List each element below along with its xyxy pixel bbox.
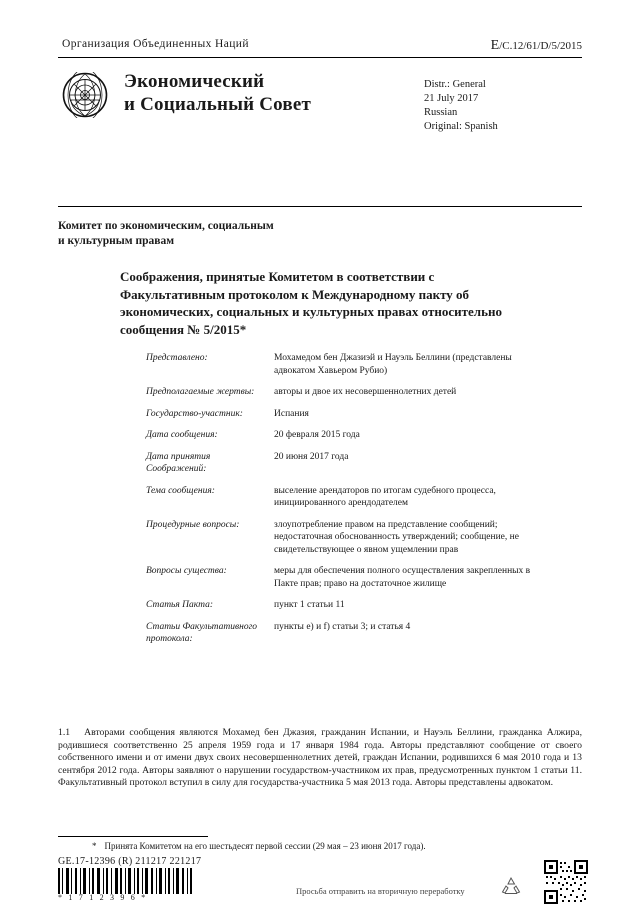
paragraph-text: Авторами сообщения являются Мохамед бен Джазия, гражданин Испании, и Науэль Беллини, гражданка Алжира, родившиеся соответственно 25 апреля 1959 года и 17 января 1984 года. Авторы представляют сообщение от своего собственного имени и от имени двух своих несовершеннолетних детей, граждан Испании, родившихся 6 мая 2010 года и 13 сентября 2012 года. Авторы заявляют о нарушении государством-участником их прав, предусмотренных пунктом 1 статьи 11. Факультативный протокол вступил в силу для государства-участника 5 мая 2013 года. Авторы представлены адвокатом. xyxy=(58,727,582,789)
document-title-text: Соображения, принятые Комитетом в соответствии с Факультативным протоколом к Международному пакту об экономических, социальных и культурных правах относительно сообщения № 5/2015 xyxy=(120,269,502,337)
meta-label: Процедурные вопросы: xyxy=(146,519,240,530)
meta-value: пункт 1 статьи 11 xyxy=(274,600,345,610)
qr-code xyxy=(544,860,588,904)
header-rule-top xyxy=(58,57,582,58)
meta-value: 20 февраля 2015 года xyxy=(274,430,360,440)
distr-value: General xyxy=(452,79,486,90)
distr-language: Russian xyxy=(424,107,458,118)
symbol-suffix: /C.12/61/D/5/2015 xyxy=(499,40,582,52)
footnote-marker: * xyxy=(92,841,97,851)
table-row xyxy=(146,565,546,590)
job-number: GE.17-12396 (R) 211217 221217 xyxy=(58,856,202,867)
footnote xyxy=(92,840,572,852)
distribution-block xyxy=(424,78,498,134)
meta-label: Тема сообщения: xyxy=(146,485,215,496)
table-row xyxy=(146,519,546,557)
meta-label: Вопросы существа: xyxy=(146,566,227,576)
meta-label: Представлено: xyxy=(146,353,208,363)
footnote-rule xyxy=(58,836,208,837)
table-row xyxy=(146,451,546,476)
table-row xyxy=(146,429,546,442)
meta-label: Государство-участник: xyxy=(146,408,243,419)
meta-value: Мохамедом бен Джазиэй и Науэль Беллини (представлены адвокатом Хавьером Рубио) xyxy=(274,353,512,376)
masthead xyxy=(124,70,311,116)
committee-line-2: и культурным правам xyxy=(58,235,175,247)
meta-value: авторы и двое их несовершеннолетних детей xyxy=(274,387,457,397)
barcode-digits: * 1 7 1 2 3 9 6 * xyxy=(58,893,148,902)
document-title xyxy=(120,268,540,338)
meta-label: Дата принятия Соображений: xyxy=(146,451,211,474)
title-footnote-marker: * xyxy=(239,321,247,337)
meta-label: Статьи Факультативного протокола: xyxy=(146,621,258,644)
committee-name xyxy=(58,219,398,249)
document-symbol xyxy=(491,38,582,54)
distr-label: Distr.: xyxy=(424,79,450,90)
meta-label: Предполагаемые жертвы: xyxy=(146,387,255,397)
table-row xyxy=(146,485,546,510)
masthead-line-2: и Социальный Совет xyxy=(124,94,312,115)
committee-line-1: Комитет по экономическим, социальным xyxy=(58,220,274,232)
un-emblem-icon xyxy=(62,72,108,118)
masthead-line-1: Экономический xyxy=(124,71,265,92)
meta-value: злоупотребление правом на представление сообщений; недостаточная обоснованность утверждений; сообщение, не свидетельствующее о явном ущемлении прав xyxy=(274,519,519,555)
table-row xyxy=(146,599,546,612)
body-paragraph xyxy=(58,727,582,790)
meta-label: Статья Пакта: xyxy=(146,600,213,610)
table-row xyxy=(146,386,546,399)
footnote-text: Принята Комитетом на его шестьдесят первой сессии (29 мая – 23 июня 2017 года). xyxy=(104,841,426,851)
meta-value: пункты e) и f) статьи 3; и статья 4 xyxy=(274,621,411,632)
distr-line xyxy=(424,78,498,92)
meta-label: Дата сообщения: xyxy=(146,430,218,440)
recycle-note: Просьба отправить на вторичную переработку xyxy=(296,886,465,896)
distr-date: 21 July 2017 xyxy=(424,93,479,104)
header-rule-bottom xyxy=(58,206,582,207)
symbol-prefix: E xyxy=(490,38,500,53)
table-row xyxy=(146,621,546,646)
recycle-icon xyxy=(500,876,522,898)
meta-value: меры для обеспечения полного осуществления закрепленных в Пакте прав; право на достаточное жилище xyxy=(274,566,531,589)
distr-original: Original: Spanish xyxy=(424,121,498,132)
meta-value: выселение арендаторов по итогам судебного процесса, инициированного арендодателем xyxy=(274,485,496,508)
meta-value: 20 июня 2017 года xyxy=(274,451,349,462)
paragraph-number: 1.1 xyxy=(58,727,71,738)
table-row xyxy=(146,352,546,377)
barcode xyxy=(58,868,194,894)
case-metadata-table xyxy=(146,352,546,655)
organization-name: Организация Объединенных Наций xyxy=(62,38,249,50)
table-row xyxy=(146,408,546,421)
meta-value: Испания xyxy=(274,408,309,419)
